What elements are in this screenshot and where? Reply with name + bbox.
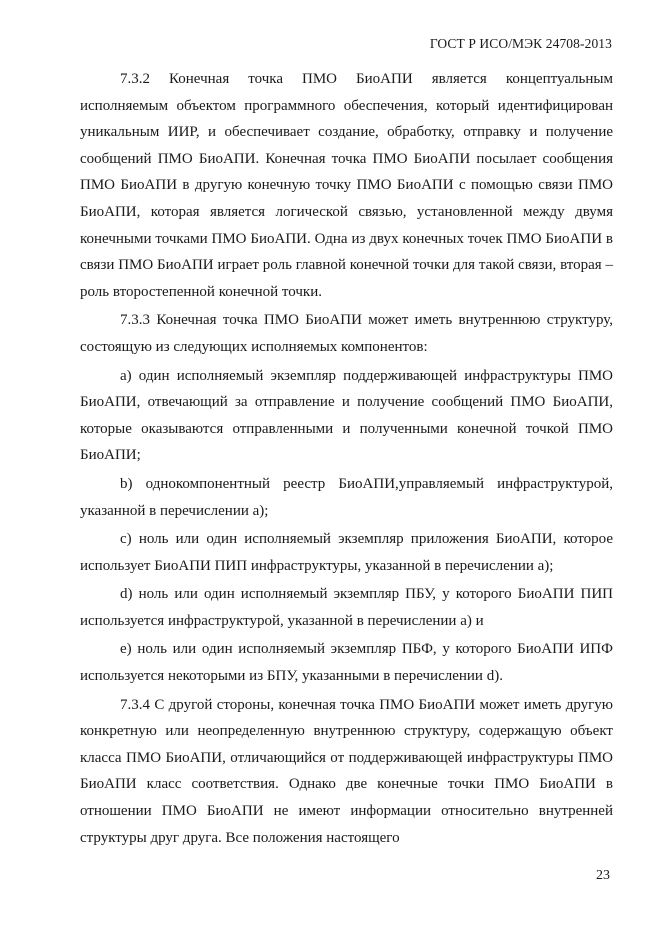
list-item-c: c) ноль или один исполняемый экземпляр приложения БиоАПИ, которое использует БиоАПИ ПИП инфраструктуры, указанной в перечислении а); xyxy=(80,531,613,574)
list-item-b: b) однокомпонентный реестр БиоАПИ,управляемый инфраструктурой, указанной в перечислении а); xyxy=(80,475,613,519)
page-body xyxy=(80,66,613,851)
list-item-e: e) ноль или один исполняемый экземпляр ПБФ, у которого БиоАПИ ИПФ используется некоторыми из БПУ, указанными в перечислении d). xyxy=(80,641,613,685)
paragraph-7-3-3: 7.3.3 Конечная точка ПМО БиоАПИ может иметь внутреннюю структуру, состоящую из следующих исполняемых компонентов: xyxy=(80,312,613,355)
paragraph-7-3-4: 7.3.4 С другой стороны, конечная точка ПМО БиоАПИ может иметь другую конкретную или неопределенную внутреннюю структуру, содержащую объект класса ПМО БиоАПИ, отличающийся от поддерживающей инфраструктуры ПМО БиоАПИ класс соответствия. Однако две конечные точки ПМО БиоАПИ в отношении ПМО БиоАПИ не имеют информации относительно внутренней структуры друг друга. Все положения настоящего xyxy=(80,696,613,846)
page-number: 23 xyxy=(596,868,610,883)
list-item-a: a) один исполняемый экземпляр поддерживающей инфраструктуры ПМО БиоАПИ, отвечающий за отправление и получение сообщений ПМО БиоАПИ, которые оказываются отправленными и полученными конечной точкой ПМО БиоАПИ; xyxy=(80,367,613,464)
document-header: ГОСТ Р ИСО/МЭК 24708-2013 xyxy=(429,36,612,51)
paragraph-7-3-2: 7.3.2 Конечная точка ПМО БиоАПИ является концептуальным исполняемым объектом программного обеспечения, который идентифицирован уникальным ИИР, и обеспечивает создание, обработку, отправку и получение сообщений ПМО БиоАПИ. Конечная точка ПМО БиоАПИ посылает сообщения ПМО БиоАПИ в другую конечную точку ПМО БиоАПИ с помощью связи ПМО БиоАПИ, которая является логической связью, установленной между двумя конечными точками ПМО БиоАПИ. Одна из двух конечных точек ПМО БиоАПИ в связи ПМО БиоАПИ играет роль главной конечной точки для такой связи, вторая – роль второстепенной конечной точки. xyxy=(80,71,613,300)
list-item-d: d) ноль или один исполняемый экземпляр ПБУ, у которого БиоАПИ ПИП используется инфраструктурой, указанной в перечислении а) и xyxy=(80,586,613,629)
